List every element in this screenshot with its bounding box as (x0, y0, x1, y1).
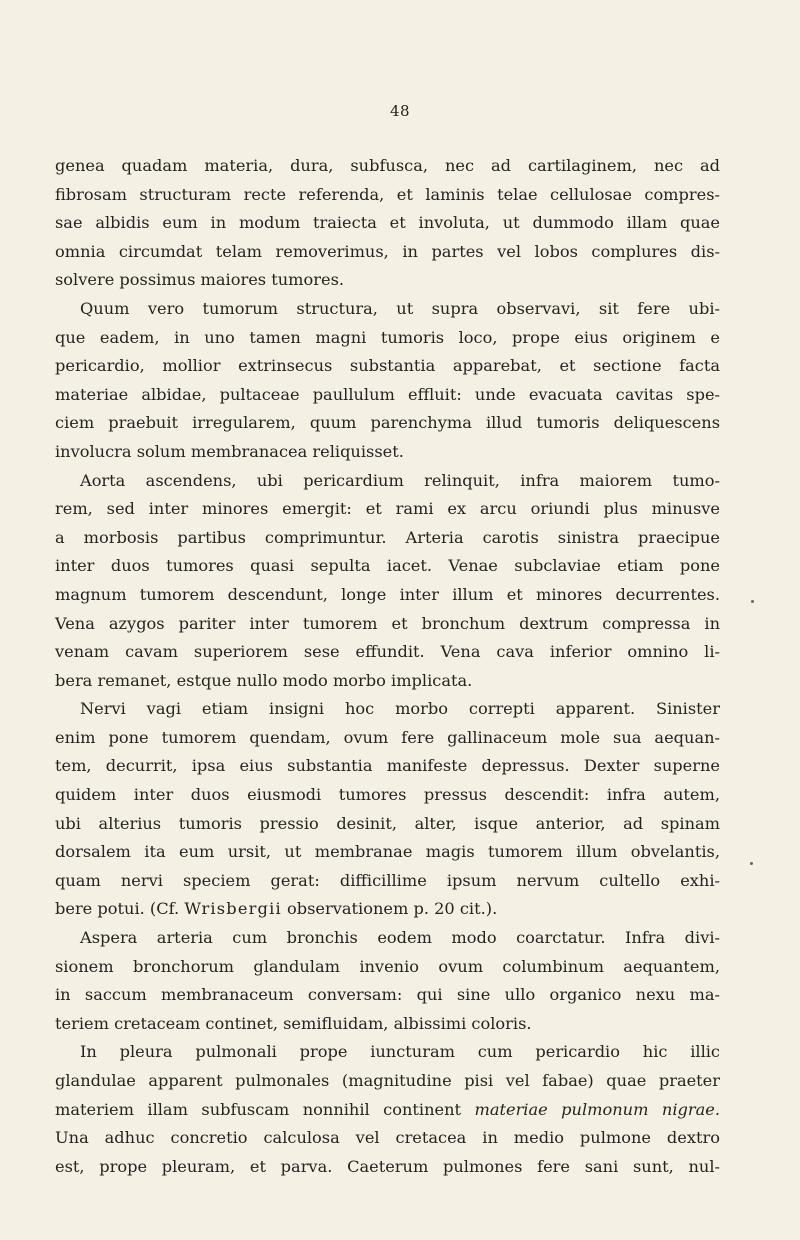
paper-speck (751, 600, 754, 603)
text-line: involucra solum membranacea reliquisset. (55, 441, 404, 461)
body-text (55, 152, 720, 1181)
text-line: Aorta ascendens, ubi pericardium relinquit, infra maiorem tumo- (80, 470, 720, 490)
text-segment: materiem illam subfuscam nonnihil continent (55, 1099, 475, 1119)
text-line (55, 895, 720, 924)
text-line: Aspera arteria cum bronchis eodem modo coarctatur. Infra divi- (80, 928, 720, 948)
text-line: bera remanet, estque nullo modo morbo implicata. (55, 670, 473, 690)
text-line: inter duos tumores quasi sepulta iacet. Venae subclaviae etiam pone (55, 556, 720, 576)
text-segment: bere potui. (Cf. (55, 899, 185, 919)
text-line: pericardio, mollior extrinsecus substantia apparebat, et sectione facta (55, 356, 720, 376)
text-line: teriem cretaceam continet, semifluidam, albissimi coloris. (55, 1013, 532, 1033)
page-number: 48 (389, 102, 411, 120)
text-line: omnia circumdat telam removerimus, in partes vel lobos complures dis- (55, 241, 720, 261)
cited-author: Wrisbergii (184, 899, 282, 919)
text-line: quidem inter duos eiusmodi tumores pressus descendit: infra autem, (55, 785, 720, 805)
text-line: rem, sed inter minores emergit: et rami ex arcu oriundi plus minusve (55, 499, 720, 519)
text-line: ubi alterius tumoris pressio desinit, alter, isque anterior, ad spinam (55, 813, 720, 833)
text-line: dorsalem ita eum ursit, ut membranae magis tumorem illum obvelantis, (55, 842, 720, 862)
text-line: solvere possimus maiores tumores. (55, 270, 345, 290)
text-line: fibrosam structuram recte referenda, et laminis telae cellulosae compres- (55, 184, 720, 204)
text-line: quam nervi speciem gerat: difficillime ipsum nervum cultello exhi- (55, 870, 720, 890)
text-line: sae albidis eum in modum traiecta et involuta, ut dummodo illam quae (55, 213, 720, 233)
paper-speck (750, 862, 753, 865)
text-line: est, prope pleuram, et parva. Caeterum pulmones fere sani sunt, nul- (55, 1156, 720, 1176)
text-line: Nervi vagi etiam insigni hoc morbo correpti apparent. Sinister (80, 699, 720, 719)
text-line: enim pone tumorem quendam, ovum fere gallinaceum mole sua aequan- (55, 727, 720, 747)
text-line: que eadem, in uno tamen magni tumoris loco, prope eius originem e (55, 327, 720, 347)
text-line: ciem praebuit irregularem, quum parenchyma illud tumoris deliquescens (55, 413, 720, 433)
text-line: Vena azygos pariter inter tumorem et bronchum dextrum compressa in (55, 613, 720, 633)
text-line: magnum tumorem descendunt, longe inter illum et minores decurrentes. (55, 584, 720, 604)
text-line (55, 1096, 720, 1125)
text-line: Quum vero tumorum structura, ut supra observavi, sit fere ubi- (80, 298, 720, 318)
text-line: sionem bronchorum glandulam invenio ovum columbinum aequantem, (55, 956, 720, 976)
text-line: genea quadam materia, dura, subfusca, nec ad cartilaginem, nec ad (55, 156, 720, 175)
text-line: tem, decurrit, ipsa eius substantia manifeste depressus. Dexter superne (55, 756, 720, 776)
text-segment: observationem p. 20 cit.). (281, 899, 498, 919)
text-line: in saccum membranaceum conversam: qui sine ullo organico nexu ma- (55, 985, 720, 1005)
text-line: a morbosis partibus comprimuntur. Arteria carotis sinistra praecipue (55, 527, 720, 547)
italic-term: materiae pulmonum nigrae. (474, 1099, 720, 1119)
text-line: Una adhuc concretio calculosa vel cretacea in medio pulmone dextro (55, 1128, 720, 1148)
text-line: materiae albidae, pultaceae paullulum effluit: unde evacuata cavitas spe- (55, 384, 720, 404)
text-line: In pleura pulmonali prope iuncturam cum pericardio hic illic (80, 1042, 720, 1062)
text-line: venam cavam superiorem sese effundit. Vena cava inferior omnino li- (55, 642, 720, 662)
text-line: glandulae apparent pulmonales (magnitudine pisi vel fabae) quae praeter (55, 1071, 720, 1090)
